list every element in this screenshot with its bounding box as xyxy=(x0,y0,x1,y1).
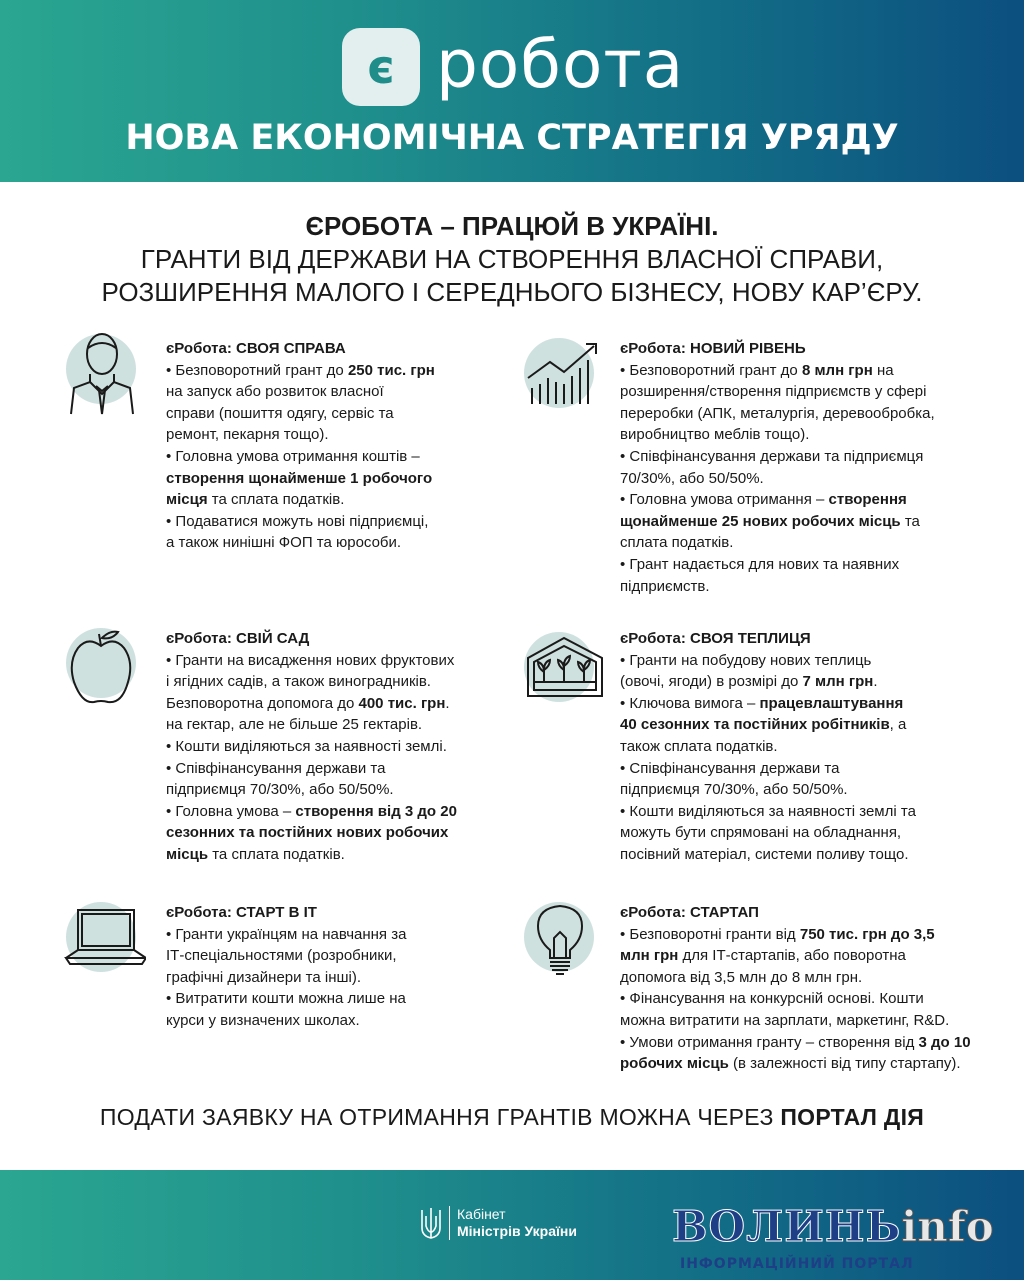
text-line: ремонт, пекарня тощо). xyxy=(166,426,329,444)
program-text xyxy=(620,338,970,597)
text-line: • Гранти на побудову нових теплиць xyxy=(620,651,872,669)
highlight: 7 млн грн xyxy=(802,673,874,691)
text-line: 70/30%, або 50/50%. xyxy=(620,469,764,487)
lightbulb-icon xyxy=(530,900,590,980)
text-fragment: , а xyxy=(889,716,907,734)
businessman-icon xyxy=(66,324,136,416)
text-line: підприємця 70/30%, або 50/50%. xyxy=(166,781,394,799)
text-line: також сплата податків. xyxy=(620,737,778,755)
text-line: допомога від 3,5 млн до 8 млн грн. xyxy=(620,968,863,986)
text-line: • Головна умова отримання коштів – xyxy=(166,447,420,465)
program-text xyxy=(166,338,496,554)
text-line: графічні дизайнери та інші). xyxy=(166,968,362,986)
apple-icon xyxy=(66,628,136,708)
text-fragment: (в залежності від типу стартапу). xyxy=(728,1055,961,1073)
growth-chart-icon xyxy=(524,338,604,408)
watermark-subtitle: ІНФОРМАЦІЙНИЙ ПОРТАЛ xyxy=(680,1256,914,1272)
text-line: • Подаватися можуть нові підприємці, xyxy=(166,512,429,530)
text-fragment: • Безповоротний грант до xyxy=(166,361,348,379)
program-text xyxy=(620,628,970,866)
text-line: • Кошти виділяються за наявності землі та xyxy=(620,802,916,820)
text-fragment: • Безповоротні гранти від xyxy=(620,925,800,943)
highlight: місця xyxy=(166,491,208,509)
header-banner xyxy=(0,0,1024,182)
program-title: єРобота: СВОЯ СПРАВА xyxy=(166,340,346,357)
text-fragment: та xyxy=(900,512,920,530)
intro-line-3: РОЗШИРЕННЯ МАЛОГО І СЕРЕДНЬОГО БІЗНЕСУ, НОВУ КАР’ЄРУ. xyxy=(101,277,923,307)
watermark-info: info xyxy=(901,1202,994,1251)
highlight: сезонних та постійних нових робочих xyxy=(166,824,449,842)
text-line: на запуск або розвиток власної xyxy=(166,383,384,401)
highlight: місць xyxy=(166,845,209,863)
program-text xyxy=(620,902,980,1075)
text-line: виробництво меблів тощо). xyxy=(620,426,810,444)
highlight: млн грн xyxy=(620,947,679,965)
text-fragment: для ІТ-стартапів, або поворотна xyxy=(678,947,906,965)
call-to-action xyxy=(0,1104,1024,1131)
highlight: 750 тис. грн до 3,5 xyxy=(799,925,935,943)
text-fragment: . xyxy=(873,673,878,691)
text-line: посівний матеріал, системи поливу тощо. xyxy=(620,845,909,863)
text-fragment: • Головна умова отримання – xyxy=(620,491,829,509)
program-text xyxy=(166,628,506,866)
trident-icon xyxy=(420,1206,442,1240)
intro-line-2: ГРАНТИ ВІД ДЕРЖАВИ НА СТВОРЕННЯ ВЛАСНОЇ СПРАВИ, xyxy=(140,244,884,274)
text-line: а також нинішні ФОП та юрособи. xyxy=(166,534,402,552)
text-line: • Фінансування на конкурсній основі. Кошти xyxy=(620,990,924,1008)
highlight: створення xyxy=(828,491,907,509)
cabinet-line-1: Кабінет xyxy=(457,1206,506,1222)
text-fragment: та сплата податків. xyxy=(207,491,345,509)
text-line: розширення/створення підприємств у сфері xyxy=(620,383,927,401)
text-fragment: (овочі, ягоди) в розмірі до xyxy=(620,673,803,691)
logo-letter: є xyxy=(367,40,395,94)
program-text xyxy=(166,902,496,1032)
text-line: • Співфінансування держави та підприємця xyxy=(620,447,924,465)
watermark xyxy=(672,1202,994,1251)
text-line: переробки (АПК, металургія, деревообробка, xyxy=(620,404,935,422)
program-title: єРобота: СТАРТ В ІТ xyxy=(166,904,317,921)
watermark-main: ВОЛИНЬ xyxy=(672,1202,902,1251)
program-title: єРобота: НОВИЙ РІВЕНЬ xyxy=(620,340,806,357)
text-line: можуть бути спрямовані на обладнання, xyxy=(620,824,902,842)
cta-portal: ПОРТАЛ ДІЯ xyxy=(780,1104,925,1130)
text-fragment: • Умови отримання гранту – створення від xyxy=(620,1033,919,1051)
text-fragment: • Головна умова – xyxy=(166,802,296,820)
text-fragment: . xyxy=(445,694,450,712)
cabinet-line-2: Міністрів України xyxy=(457,1223,577,1239)
intro-line-1: ЄРОБОТА – ПРАЦЮЙ В УКРАЇНІ. xyxy=(305,211,719,241)
text-fragment: та сплата податків. xyxy=(208,845,345,863)
cabinet-ministers-logo xyxy=(457,1206,577,1240)
text-line: • Співфінансування держави та xyxy=(620,759,840,777)
highlight: 8 млн грн xyxy=(801,361,873,379)
text-line: сплата податків. xyxy=(620,534,734,552)
text-line: • Кошти виділяються за наявності землі. xyxy=(166,737,447,755)
greenhouse-icon xyxy=(524,632,606,702)
highlight: 250 тис. грн xyxy=(347,361,435,379)
intro-heading xyxy=(0,210,1024,309)
text-line: • Витратити кошти можна лише на xyxy=(166,990,406,1008)
program-title: єРобота: СВІЙ САД xyxy=(166,630,310,647)
program-title: єРобота: СВОЯ ТЕПЛИЦЯ xyxy=(620,630,811,647)
text-fragment: • Ключова вимога – xyxy=(620,694,760,712)
text-line: справи (пошиття одягу, сервіс та xyxy=(166,404,394,422)
highlight: 40 сезонних та постійних робітників xyxy=(620,716,890,734)
text-fragment: на xyxy=(872,361,894,379)
erobota-logo xyxy=(342,28,420,106)
highlight: 3 до 10 xyxy=(918,1033,971,1051)
highlight: робочих місць xyxy=(620,1055,729,1073)
text-line: • Співфінансування держави та xyxy=(166,759,386,777)
text-line: • Грант надається для нових та наявних xyxy=(620,555,900,573)
highlight: створення щонайменше 1 робочого xyxy=(166,469,433,487)
text-line: підприємця 70/30%, або 50/50%. xyxy=(620,781,848,799)
cta-text: ПОДАТИ ЗАЯВКУ НА ОТРИМАННЯ ГРАНТІВ МОЖНА ЧЕРЕЗ xyxy=(99,1104,781,1130)
text-line: • Гранти на висадження нових фруктових xyxy=(166,651,455,669)
text-fragment: • Безповоротний грант до xyxy=(620,361,802,379)
text-line: підприємств. xyxy=(620,577,710,595)
logo-word: робота xyxy=(436,26,685,103)
highlight: щонайменше 25 нових робочих місць xyxy=(620,512,901,530)
text-line: на гектар, але не більше 25 гектарів. xyxy=(166,716,423,734)
text-line: і ягідних садів, а також виноградників. xyxy=(166,673,431,691)
text-line: • Гранти українцям на навчання за xyxy=(166,925,407,943)
text-line: можна витратити на зарплати, маркетинг, R&D. xyxy=(620,1011,950,1029)
page-title: НОВА ЕКОНОМІЧНА СТРАТЕГІЯ УРЯДУ xyxy=(125,118,899,158)
highlight: створення від 3 до 20 xyxy=(295,802,457,820)
laptop-icon xyxy=(62,904,146,970)
footer-divider xyxy=(449,1206,450,1240)
highlight: 400 тис. грн xyxy=(358,694,446,712)
text-fragment: Безповоротна допомога до xyxy=(166,694,359,712)
program-title: єРобота: СТАРТАП xyxy=(620,904,759,921)
text-line: курси у визначених школах. xyxy=(166,1011,360,1029)
highlight: працевлаштування xyxy=(759,694,904,712)
text-line: ІТ-спеціальностями (розробники, xyxy=(166,947,397,965)
